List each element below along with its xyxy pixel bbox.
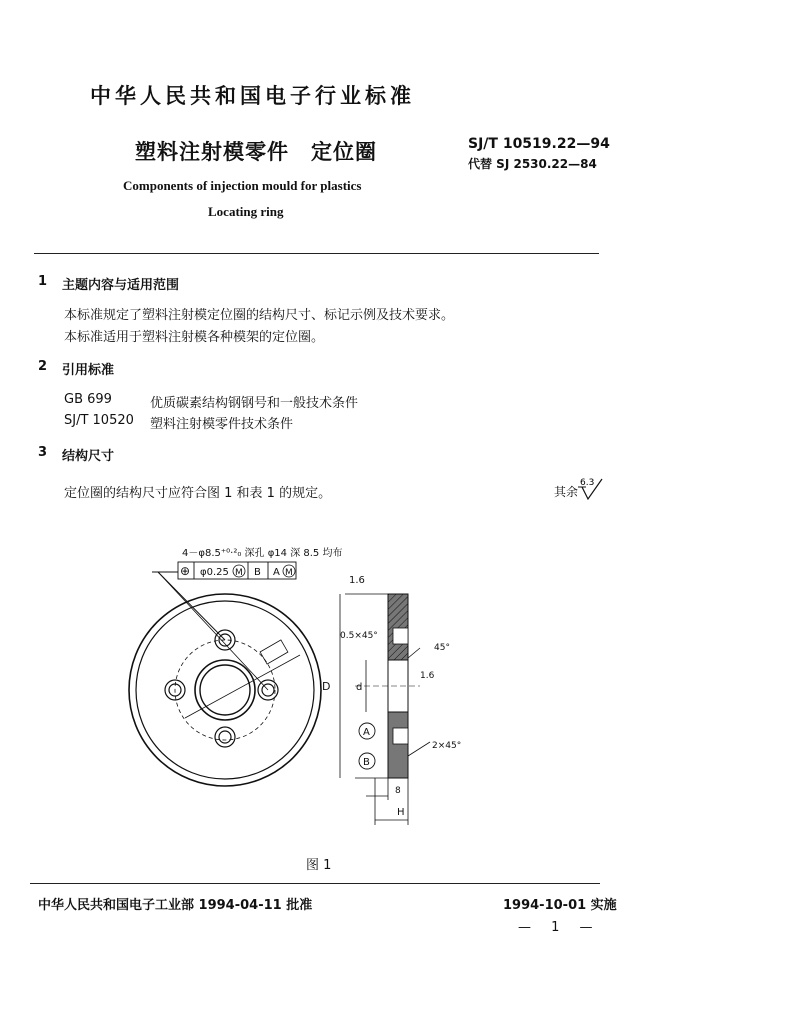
- svg-text:1.6: 1.6: [349, 575, 365, 586]
- reference-name: 塑料注射模零件技术条件: [150, 417, 294, 432]
- standard-title-cn: 塑料注射模零件 定位圈: [135, 140, 377, 164]
- effective-date: 1994-10-01 实施: [503, 898, 617, 913]
- paragraph: 本标准规定了塑料注射模定位圈的结构尺寸、标记示例及技术要求。: [64, 308, 455, 323]
- svg-text:8: 8: [395, 786, 401, 796]
- standard-title-en: Components of injection mould for plastics: [123, 178, 362, 193]
- section-view: [340, 594, 430, 825]
- section-number: 2: [38, 359, 48, 374]
- position-tolerance-icon: ⊕: [180, 564, 191, 578]
- page-number: — 1 —: [518, 920, 601, 935]
- section-number: 3: [38, 445, 48, 460]
- roughness-label: 其余: [554, 485, 579, 499]
- footer-divider: [30, 883, 600, 884]
- datum-a-label: A: [363, 727, 370, 738]
- svg-text:0.5×45°: 0.5×45°: [340, 631, 378, 641]
- reference-code: SJ/T 10520: [64, 413, 134, 428]
- reference-name: 优质碳素结构钢钢号和一般技术条件: [150, 396, 359, 411]
- feature-control-frame: [178, 562, 296, 579]
- svg-text:D: D: [322, 680, 331, 693]
- figure-caption: 图 1: [306, 858, 332, 873]
- approval-line: 中华人民共和国电子工业部 1994-04-11 批准: [38, 898, 313, 913]
- section-title: 主题内容与适用范围: [62, 278, 180, 293]
- standard-code: SJ/T 10519.22—94: [468, 136, 610, 152]
- front-view: [129, 572, 321, 786]
- svg-text:H: H: [397, 807, 405, 818]
- svg-text:A: A: [273, 567, 280, 578]
- replaced-standard: 代替 SJ 2530.22—84: [468, 157, 597, 171]
- paragraph: 定位圈的结构尺寸应符合图 1 和表 1 的规定。: [64, 486, 332, 501]
- issuing-body-title: 中华人民共和国电子行业标准: [90, 84, 415, 108]
- section-title: 结构尺寸: [62, 449, 115, 464]
- svg-text:45°: 45°: [434, 643, 450, 653]
- svg-text:M: M: [235, 568, 243, 578]
- svg-text:M: M: [285, 568, 293, 578]
- hole-note: 4－φ8.5⁺⁰·²₀ 深孔 φ14 深 8.5 均布: [182, 548, 343, 559]
- datum-b-label: B: [363, 757, 370, 768]
- paragraph: 本标准适用于塑料注射模各种模架的定位圈。: [64, 330, 325, 345]
- svg-text:B: B: [254, 567, 261, 578]
- section-number: 1: [38, 274, 48, 289]
- reference-code: GB 699: [64, 392, 112, 407]
- svg-text:1.6: 1.6: [420, 671, 435, 681]
- svg-text:2×45°: 2×45°: [432, 741, 462, 751]
- svg-text:φ0.25: φ0.25: [200, 567, 229, 578]
- section-title: 引用标准: [62, 363, 115, 378]
- svg-text:d: d: [356, 682, 363, 693]
- mounting-hole: [215, 727, 235, 747]
- roughness-value: 6.3: [580, 478, 595, 488]
- standard-subtitle-en: Locating ring: [208, 204, 284, 219]
